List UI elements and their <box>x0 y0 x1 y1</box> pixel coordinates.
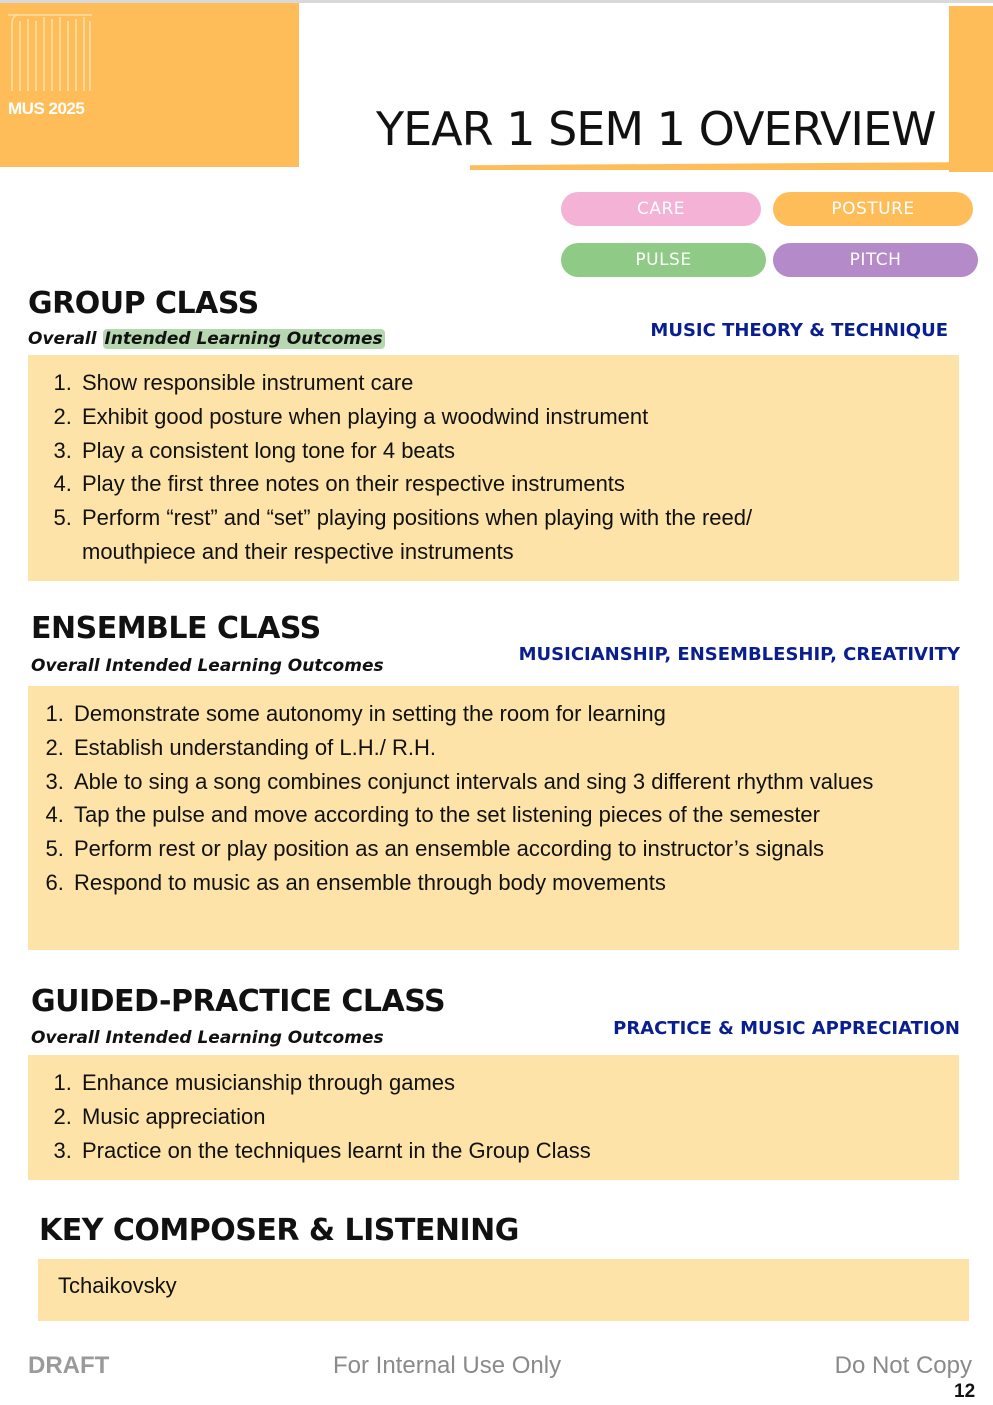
tag-care: CARE <box>561 192 761 226</box>
guided-practice-focus: PRACTICE & MUSIC APPRECIATION <box>613 1018 960 1039</box>
composer-name: Tchaikovsky <box>58 1273 177 1298</box>
footer-internal-use: For Internal Use Only <box>333 1352 562 1379</box>
subtitle-highlight: Intended Learning Outcomes <box>104 329 383 349</box>
footer-draft: DRAFT <box>28 1352 110 1379</box>
right-accent-bar <box>949 6 993 172</box>
subtitle-prefix: Overall <box>28 329 97 349</box>
list-item: 4. Play the first three notes on their respective instruments <box>78 467 849 501</box>
logo-icon <box>8 11 92 91</box>
list-item: 5. Perform rest or play position as an ensemble according to instructor’s signals <box>70 832 909 866</box>
list-item: 4. Tap the pulse and move according to the set listening pieces of the semester <box>70 798 909 832</box>
tag-pulse: PULSE <box>561 243 766 277</box>
group-class-outcomes <box>28 355 959 569</box>
group-class-outcomes-box <box>28 355 959 581</box>
guided-practice-subtitle: Overall Intended Learning Outcomes <box>31 1028 384 1048</box>
list-item: 3. Play a consistent long tone for 4 beats <box>78 434 849 468</box>
logo-text: MUS 2025 <box>8 99 85 118</box>
ensemble-class-focus: MUSICIANSHIP, ENSEMBLESHIP, CREATIVITY <box>518 644 960 665</box>
tag-pitch: PITCH <box>773 243 978 277</box>
ensemble-class-outcomes-box <box>28 686 959 950</box>
group-class-subtitle <box>28 329 385 349</box>
logo-block <box>0 3 299 167</box>
list-item: 2. Exhibit good posture when playing a woodwind instrument <box>78 400 849 434</box>
list-item: 5. Perform “rest” and “set” playing positions when playing with the reed/ mouthpiece and their respective instruments <box>78 501 849 569</box>
list-item: 2. Establish understanding of L.H./ R.H. <box>70 731 909 765</box>
tag-posture: POSTURE <box>773 192 973 226</box>
page-number: 12 <box>954 1381 976 1402</box>
guided-practice-title: GUIDED-PRACTICE CLASS <box>31 984 446 1019</box>
list-item: 1. Show responsible instrument care <box>78 366 849 400</box>
ensemble-class-title: ENSEMBLE CLASS <box>31 611 321 646</box>
guided-practice-outcomes-box <box>28 1055 959 1180</box>
list-item: 2. Music appreciation <box>78 1100 909 1134</box>
ensemble-class-subtitle: Overall Intended Learning Outcomes <box>31 656 384 676</box>
group-class-focus: MUSIC THEORY & TECHNIQUE <box>650 320 948 341</box>
guided-practice-outcomes <box>28 1055 959 1167</box>
footer-do-not-copy: Do Not Copy <box>834 1352 972 1379</box>
key-composer-title: KEY COMPOSER & LISTENING <box>39 1213 519 1248</box>
list-item: 1. Demonstrate some autonomy in setting the room for learning <box>70 697 909 731</box>
list-item: 1. Enhance musicianship through games <box>78 1066 909 1100</box>
list-item: 3. Able to sing a song combines conjunct intervals and sing 3 different rhythm values <box>70 765 909 799</box>
ensemble-class-outcomes <box>28 686 959 900</box>
title-underline <box>470 162 993 170</box>
page-title: YEAR 1 SEM 1 OVERVIEW <box>376 102 936 156</box>
list-item: 6. Respond to music as an ensemble through body movements <box>70 866 909 900</box>
list-item: 3. Practice on the techniques learnt in the Group Class <box>78 1134 909 1168</box>
group-class-title: GROUP CLASS <box>28 286 259 321</box>
key-composer-box <box>38 1259 969 1321</box>
